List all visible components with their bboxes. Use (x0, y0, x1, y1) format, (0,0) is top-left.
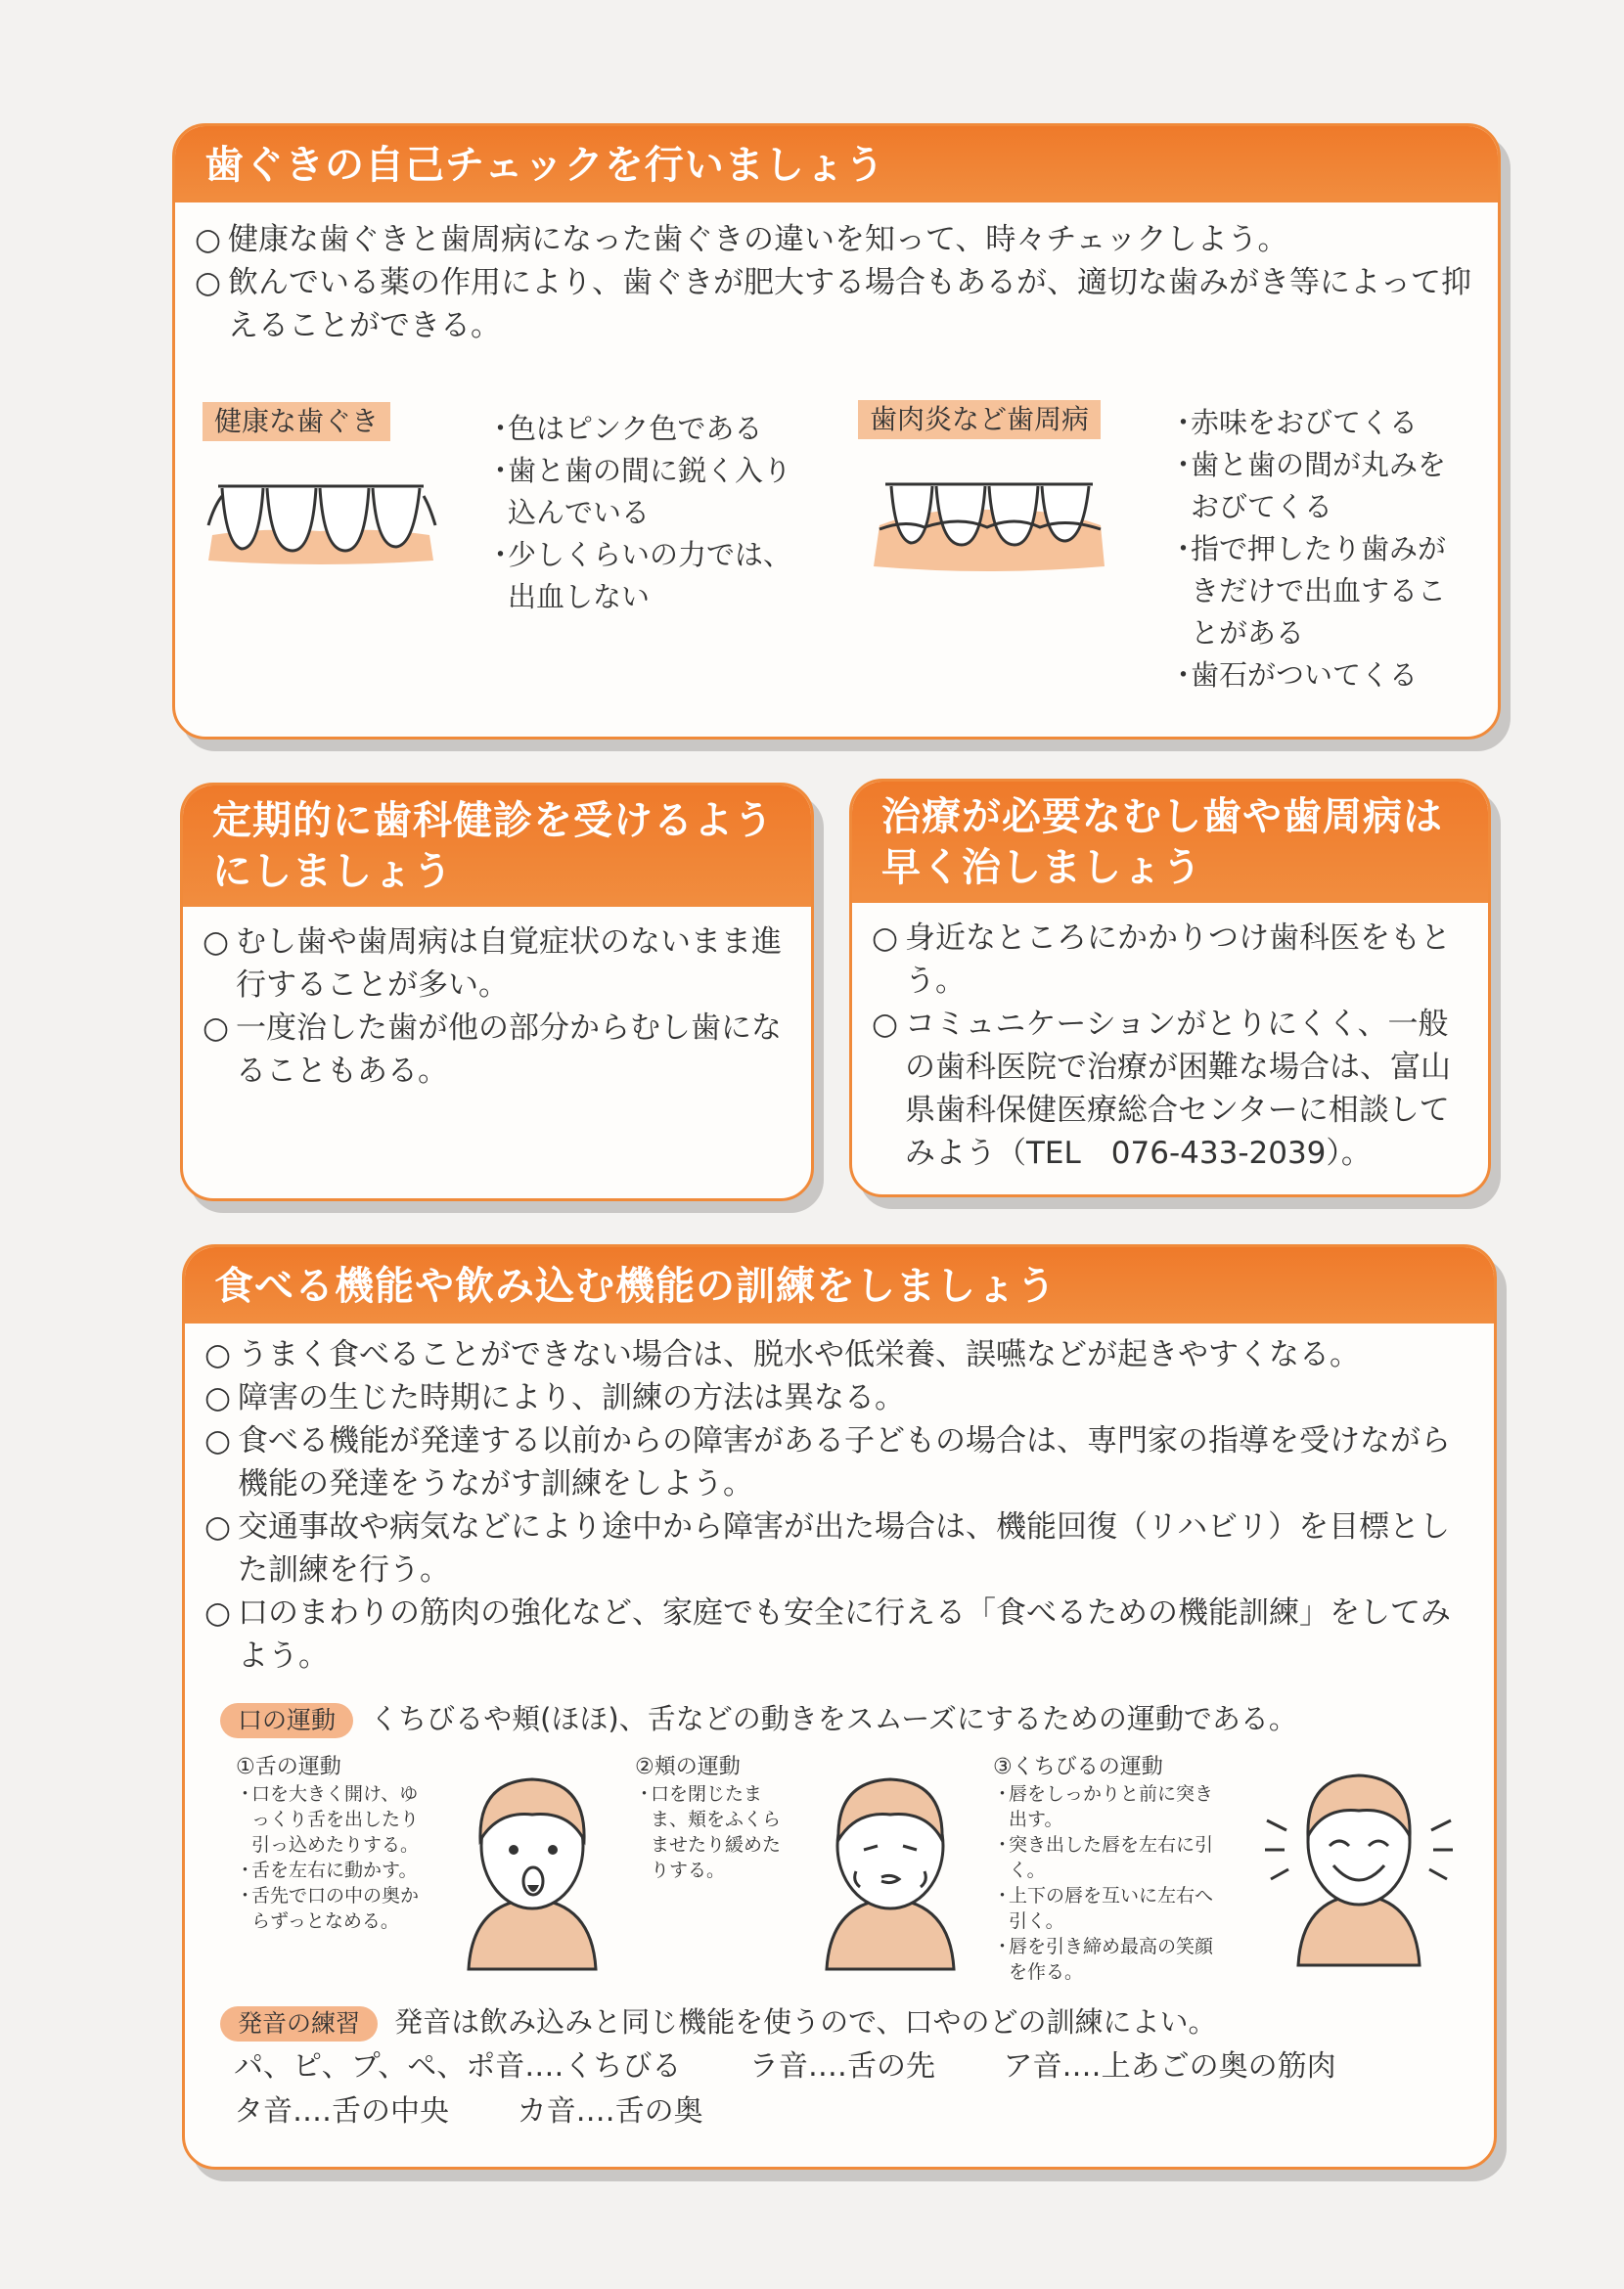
healthy-gum-points (486, 408, 799, 618)
bullet-item: ○ 一度治した歯が他の部分からむし歯になることもある。 (203, 1010, 782, 1089)
list-item: ・ 少しくらいの力では、出血しない (486, 534, 799, 618)
bullet-item: ○ むし歯や歯周病は自覚症状のないまま進行することが多い。 (203, 924, 782, 1003)
bullet-item: ○ 身近なところにかかりつけ歯科医をもとう。 (872, 920, 1451, 999)
sound-item: ラ音‥‥舌の先 (748, 2049, 935, 2084)
panel-title: 定期的に歯科健診を受けるよう にしましょう (183, 785, 811, 907)
list-item: ・ 突き出した唇を左右に引く。 (993, 1832, 1218, 1883)
tongue-exercise-face-illustration (459, 1756, 606, 1971)
list-item: ・ 指で押したり歯みがきだけで出血することがある (1169, 528, 1463, 654)
bullet-item: ○ 障害の生じた時期により、訓練の方法は異なる。 (204, 1380, 905, 1415)
bullet-item: ○ 健康な歯ぐきと歯周病になった歯ぐきの違いを知って、時々チェックしよう。 (195, 222, 1288, 257)
list-item: ・ 赤味をおびてくる (1169, 402, 1463, 444)
sound-item: タ音‥‥舌の中央 (234, 2094, 450, 2129)
bullet-item: ○ 口のまわりの筋肉の強化など、家庭でも安全に行える「食べるための機能訓練」をしてみよう。 (204, 1595, 1451, 1674)
list-item: ・ 舌先で口の中の奥からずっとなめる。 (236, 1883, 431, 1934)
early-treatment-panel (849, 779, 1491, 1197)
healthy-teeth-illustration (203, 467, 439, 566)
panel-title: 治療が必要なむし歯や歯周病は 早く治しましょう (852, 782, 1488, 903)
speech-practice-label: 発音の練習 (220, 2006, 378, 2042)
bullet-item: ○ コミュニケーションがとりにくく、一般の歯科医院で治療が困難な場合は、富山県歯科保健医療総合センターに相談してみよう（TEL 076-433-2039）。 (872, 1007, 1451, 1171)
speech-row-2 (234, 2090, 703, 2133)
gum-check-title: 歯ぐきの自己チェックを行いましょう (204, 143, 885, 188)
early-treatment-body (852, 903, 1488, 1175)
bullet-item: ○ 食べる機能が発達する以前からの障害がある子どもの場合は、専門家の指導を受けながら機能の発達をうながす訓練をしよう。 (204, 1423, 1451, 1502)
bullet-item: ○ 飲んでいる薬の作用により、歯ぐきが肥大する場合もあるが、適切な歯みがき等によって抑えることができる。 (195, 265, 1471, 343)
eating-training-body (185, 1324, 1494, 1678)
panel-title (175, 126, 1498, 202)
gum-check-panel (172, 123, 1501, 740)
cheek-exercise-face-illustration (817, 1756, 964, 1971)
list-item: ・ 歯と歯の間に鋭く入り込んでいる (486, 450, 799, 534)
list-item: ・ 歯と歯の間が丸みをおびてくる (1169, 444, 1463, 528)
bullet-item: ○ うまく食べることができない場合は、脱水や低栄養、誤嚥などが起きやすくなる。 (204, 1337, 1360, 1372)
tongue-exercise: ①舌の運動 ・ 口を大きく開け、ゆっくり舌を出したり引っ込めたりする。 ・ 舌を左右に動かす。 ・ 舌先で口の中の奥からずっとなめる。 (236, 1754, 431, 1934)
lip-exercise-face-illustration (1261, 1752, 1457, 1967)
list-item: ・ 口を大きく開け、ゆっくり舌を出したり引っ込めたりする。 (236, 1781, 431, 1858)
list-item: ・ 舌を左右に動かす。 (236, 1858, 431, 1883)
list-item: ・ 歯石がついてくる (1169, 654, 1463, 696)
sound-item: カ音‥‥舌の奥 (517, 2094, 703, 2129)
disease-gum-points (1169, 402, 1463, 696)
speech-practice-header (220, 2000, 1217, 2042)
list-item: ・ 口を閉じたまま、頬をふくらませたり緩めたりする。 (635, 1781, 791, 1883)
diseased-teeth-illustration (866, 469, 1110, 576)
sound-item: ア音‥‥上あごの奥の筋肉 (1003, 2049, 1336, 2084)
eating-training-panel (182, 1244, 1497, 2170)
gum-check-body (175, 202, 1498, 347)
panel-title (185, 1247, 1494, 1324)
list-item: ・ 唇をしっかりと前に突き出す。 (993, 1781, 1218, 1832)
cheek-exercise: ②頬の運動 ・ 口を閉じたまま、頬をふくらませたり緩めたりする。 (635, 1754, 791, 1883)
eating-training-title: 食べる機能や飲み込む機能の訓練をしましょう (214, 1264, 1057, 1309)
dental-checkup-panel (180, 783, 814, 1201)
speech-row-1 (234, 2045, 1336, 2088)
lip-exercise: ③くちびるの運動 ・ 唇をしっかりと前に突き出す。 ・ 突き出した唇を左右に引く。 ・ 上下の唇を互いに左右へ引く。 ・ 唇を引き締め最高の笑顔を作る。 (993, 1754, 1218, 1985)
dental-checkup-body (183, 907, 811, 1093)
list-item: ・ 唇を引き締め最高の笑顔を作る。 (993, 1934, 1218, 1985)
list-item: ・ 上下の唇を互いに左右へ引く。 (993, 1883, 1218, 1934)
speech-practice-desc: 発音は飲み込みと同じ機能を使うので、口やのどの訓練によい。 (394, 2005, 1217, 2039)
disease-gum-label: 歯肉炎など歯周病 (858, 400, 1101, 439)
mouth-exercise-desc: くちびるや頬(ほほ)、舌などの動きをスムーズにするための運動である。 (370, 1702, 1297, 1735)
list-item: ・ 色はピンク色である (486, 408, 799, 450)
bullet-item: ○ 交通事故や病気などにより途中から障害が出た場合は、機能回復（リハビリ）を目標とした訓練を行う。 (204, 1509, 1451, 1588)
healthy-gum-label: 健康な歯ぐき (203, 402, 390, 441)
sound-item: パ、ピ、プ、ペ、ポ音‥‥くちびる (234, 2049, 682, 2084)
mouth-exercise-header (220, 1697, 1297, 1738)
mouth-exercise-label: 口の運動 (220, 1703, 353, 1738)
